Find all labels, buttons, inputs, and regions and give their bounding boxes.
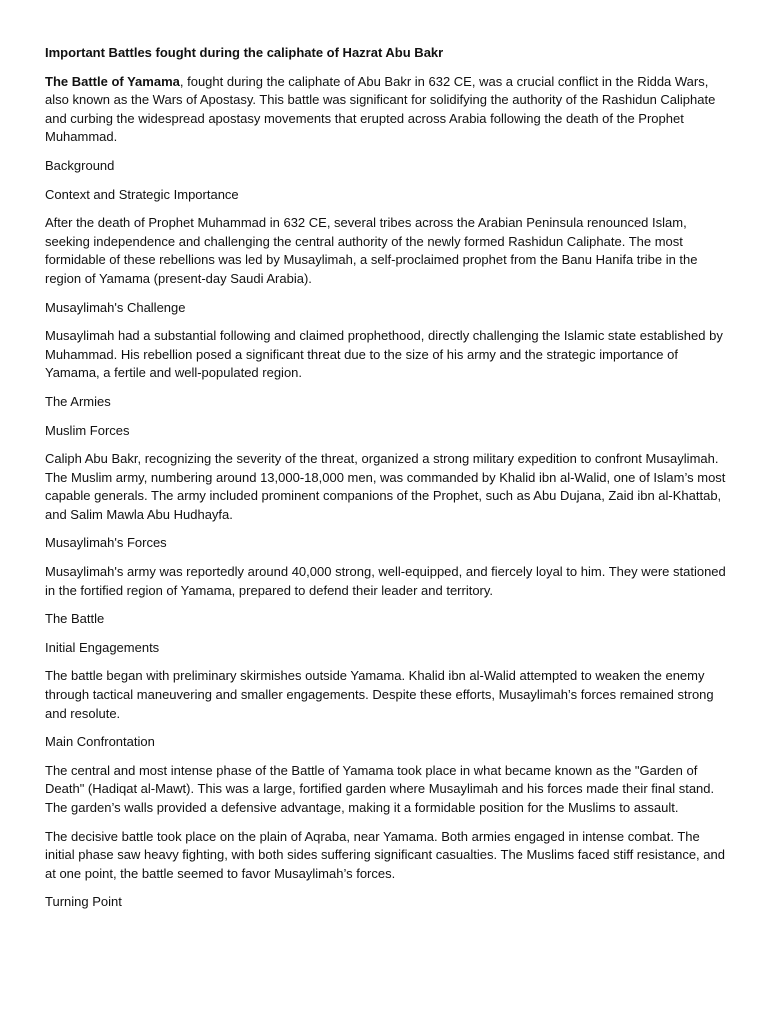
- paragraph-decisive-battle: The decisive battle took place on the plain of Aqraba, near Yamama. Both armies engaged in intense combat. The initial phase saw heavy fighting, with both sides suffering significant casualties. The Muslims faced stiff resistance, and at one point, the battle seemed to favor Musaylimah’s forces.: [45, 828, 725, 881]
- paragraph-initial-engagements: The battle began with preliminary skirmishes outside Yamama. Khalid ibn al-Walid attempted to weaken the enemy through tactical maneuvering and smaller engagements. Despite these efforts, Musaylimah’s forces remained strong and resolute.: [45, 668, 714, 721]
- section-heading-armies: The Armies: [45, 393, 111, 409]
- intro-lead: The Battle of Yamama: [45, 73, 180, 89]
- section-heading-muslim-forces: Muslim Forces: [45, 422, 130, 438]
- section-heading-challenge: Musaylimah's Challenge: [45, 299, 186, 315]
- paragraph-main-confrontation: The central and most intense phase of the Battle of Yamama took place in what became known as the "Garden of Death" (Hadiqat al-Mawt). This was a large, fortified garden where Musaylimah and his forces made their final stand. The garden’s walls provided a defensive advantage, making it a formidable position for the Muslims to assault.: [45, 762, 715, 815]
- paragraph-muslim-forces: Caliph Abu Bakr, recognizing the severity of the threat, organized a strong military expedition to confront Musaylimah. The Muslim army, numbering around 13,000-18,000 men, was commanded by Khalid ibn al-Walid, one of Islam’s most capable generals. The army included prominent companions of the Prophet, such as Abu Dujana, Zaid ibn al-Khattab, and Salim Mawla Abu Hudhayfa.: [45, 451, 726, 522]
- section-heading-musaylimah-forces: Musaylimah's Forces: [45, 535, 167, 551]
- section-heading-battle: The Battle: [45, 611, 105, 627]
- paragraph-challenge: Musaylimah had a substantial following and claimed prophethood, directly challenging the Islamic state established by Muhammad. His rebellion posed a significant threat due to the size of his army and the strategic importance of Yamama, a fertile and well-populated region.: [45, 328, 723, 381]
- section-heading-background: Background: [45, 157, 115, 173]
- paragraph-musaylimah-forces: Musaylimah's army was reportedly around 40,000 strong, well-equipped, and fiercely loyal to him. They were stationed in the fortified region of Yamama, prepared to defend their leader and territory.: [45, 564, 726, 598]
- intro-text: , fought during the caliphate of Abu Bakr in 632 CE, was a crucial conflict in the Ridda Wars, also known as the Wars of Apostasy. This battle was significant for solidifying the authority of the Rashidun Caliphate and curbing the widespread apostasy movements that erupted across Arabia following the death of the Prophet Muhammad.: [45, 73, 716, 145]
- section-heading-turning-point: Turning Point: [45, 894, 122, 910]
- intro-paragraph: [45, 73, 728, 147]
- section-heading-initial-engagements: Initial Engagements: [45, 639, 160, 655]
- section-heading-context: Context and Strategic Importance: [45, 186, 239, 202]
- paragraph-context: After the death of Prophet Muhammad in 632 CE, several tribes across the Arabian Peninsula renounced Islam, seeking independence and challenging the central authority of the newly formed Rashidun Caliphate. The most formidable of these rebellions was led by Musaylimah, a self-proclaimed prophet from the Banu Hanifa tribe in the region of Yamama (present-day Saudi Arabia).: [45, 215, 698, 286]
- document-title: Important Battles fought during the caliphate of Hazrat Abu Bakr: [45, 45, 444, 60]
- section-heading-main-confrontation: Main Confrontation: [45, 734, 155, 750]
